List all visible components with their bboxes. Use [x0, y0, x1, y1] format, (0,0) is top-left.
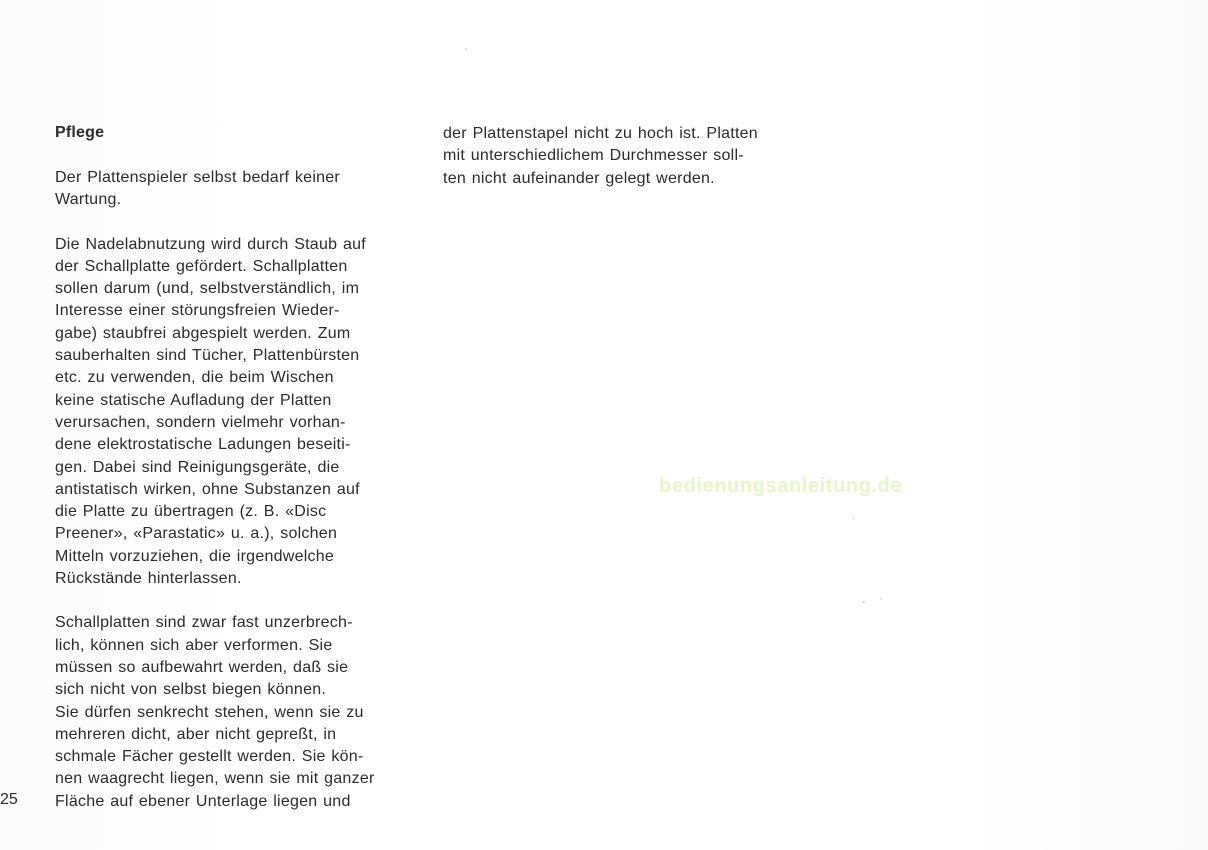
- text-line: Sie dürfen senkrecht stehen, wenn sie zu: [55, 703, 364, 721]
- paragraph-storage: [55, 612, 415, 813]
- text-line: schmale Fächer gestellt werden. Sie kön-: [55, 748, 364, 766]
- scan-speck: [465, 48, 467, 50]
- text-line: der Schallplatte gefördert. Schallplatten: [55, 257, 348, 275]
- watermark: bedienungsanleitung.de: [659, 475, 903, 497]
- scan-speck: [880, 598, 882, 600]
- text-line: Mitteln vorzuziehen, die irgendwelche: [55, 547, 335, 565]
- section-heading: Pflege: [55, 124, 105, 141]
- text-line: sich nicht von selbst biegen können.: [55, 681, 327, 699]
- text-line: der Plattenstapel nicht zu hoch ist. Platten: [443, 125, 758, 142]
- text-line: ten nicht aufeinander gelegt werden.: [443, 169, 715, 187]
- text-line: sollen darum (und, selbstverständlich, im: [55, 280, 360, 298]
- text-line: etc. zu verwenden, die beim Wischen: [55, 369, 334, 387]
- text-line: Schallplatten sind zwar fast unzerbrech-: [55, 614, 353, 632]
- text-line: antistatisch wirken, ohne Substanzen auf: [55, 480, 360, 498]
- text-line: mehreren dicht, aber nicht gepreßt, in: [55, 725, 337, 743]
- text-line: müssen so aufbewahrt werden, daß sie: [55, 658, 349, 676]
- text-line: dene elektrostatische Ladungen beseiti-: [55, 436, 351, 454]
- right-text-column: [443, 123, 803, 212]
- text-line: gen. Dabei sind Reinigungsgeräte, die: [55, 458, 340, 476]
- text-line: gabe) staubfrei abgespielt werden. Zum: [55, 324, 351, 342]
- scan-speck: [862, 601, 865, 603]
- paragraph-stacking: [443, 123, 803, 190]
- text-line: Der Plattenspieler selbst bedarf keiner: [55, 169, 340, 186]
- text-line: nen waagrecht liegen, wenn sie mit ganzer: [55, 770, 375, 788]
- text-line: Die Nadelabnutzung wird durch Staub auf: [55, 235, 366, 253]
- text-line: Preener», «Parastatic» u. a.), solchen: [55, 525, 338, 543]
- text-line: sauberhalten sind Tücher, Plattenbürsten: [55, 347, 360, 365]
- text-line: verursachen, sondern vielmehr vorhan-: [55, 413, 346, 431]
- scan-speck: [853, 517, 854, 519]
- paragraph-dust-cleaning: [55, 234, 415, 591]
- paragraph-maintenance-free: [55, 167, 415, 212]
- page-number: 25: [0, 791, 18, 808]
- text-line: die Platte zu übertragen (z. B. «Disc: [55, 503, 327, 521]
- text-line: keine statische Aufladung der Platten: [55, 391, 332, 409]
- text-line: lich, können sich aber verformen. Sie: [55, 636, 333, 654]
- text-line: Fläche auf ebener Unterlage liegen und: [55, 792, 351, 810]
- text-line: Interesse einer störungsfreien Wieder-: [55, 302, 340, 320]
- text-line: mit unterschiedlichem Durchmesser soll-: [443, 147, 744, 165]
- text-line: Rückstände hinterlassen.: [55, 570, 242, 588]
- text-line: Wartung.: [55, 191, 122, 209]
- left-text-column: [55, 122, 415, 835]
